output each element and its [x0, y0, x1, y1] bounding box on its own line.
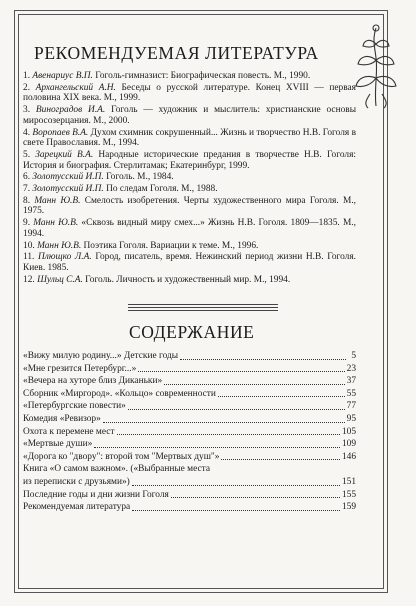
toc-leader-dots — [218, 395, 345, 397]
literature-item — [23, 184, 356, 195]
literature-item-author: Плющко Л.А. — [38, 252, 92, 263]
literature-item-text: Гоголь. Личность и художественный мир. М., 1994. — [85, 274, 291, 285]
literature-item — [23, 83, 356, 104]
toc-entry-page: 23 — [346, 363, 356, 374]
literature-item-author: Манн Ю.В. — [34, 195, 81, 206]
toc-entry-page: 55 — [346, 388, 356, 399]
literature-item-text: Гоголь-гимназист: Биографическая повесть. М., 1990. — [95, 71, 311, 81]
toc-entry[interactable] — [23, 451, 356, 464]
toc-entry[interactable] — [23, 476, 356, 489]
toc-entry-title: «Мне грезится Петербург...» — [23, 363, 137, 374]
section-divider — [128, 304, 278, 311]
toc-entry-title: из переписки с друзьями») — [23, 476, 130, 487]
toc-entry-title: Охота к перемене мест — [23, 426, 115, 437]
literature-item-number: 8. — [23, 195, 31, 206]
literature-item-author: Золотусский И.П. — [32, 184, 104, 195]
literature-item-number: 2. — [23, 82, 31, 93]
toc-entry-page: 77 — [346, 401, 356, 412]
toc-entry[interactable] — [23, 426, 356, 439]
literature-item-number: 12. — [23, 274, 35, 285]
literature-item-author: Манн Ю.В. — [37, 240, 82, 251]
literature-item-author: Манн Ю.В. — [33, 218, 79, 229]
literature-item-number: 6. — [23, 172, 31, 183]
literature-item — [23, 241, 356, 252]
literature-item — [23, 172, 356, 183]
literature-item-text: По следам Гоголя. М., 1988. — [106, 184, 218, 195]
toc-entry-title: Книга «О самом важном». («Выбранные места — [23, 464, 211, 475]
literature-item-number: 1. — [23, 71, 31, 81]
literature-item — [23, 105, 356, 126]
literature-item — [23, 150, 356, 171]
literature-item-text: Гоголь. М., 1984. — [106, 172, 174, 183]
toc-entry[interactable] — [23, 400, 356, 413]
literature-item — [23, 196, 356, 217]
literature-item-number: 5. — [23, 149, 31, 160]
toc-leader-dots — [138, 370, 344, 372]
literature-item-text: Гоголь — художник и мыслитель: христианские основы миросозерцания. М., 2000. — [23, 105, 356, 126]
toc-entry[interactable] — [23, 438, 356, 451]
literature-item-text: Народные исторические предания в творчестве Н.В. Гоголя: История и биография. Стерлитамак; Екатеринбург, 1999. — [23, 149, 356, 171]
literature-list — [23, 71, 356, 286]
toc-entry-title: «Дорога ко "двору": второй том "Мертвых душ"» — [23, 451, 220, 462]
toc-entry-page: 146 — [341, 451, 356, 462]
toc-entry-title: «Вечера на хуторе близ Диканьки» — [23, 376, 163, 387]
toc-entry[interactable] — [23, 350, 356, 363]
literature-item-text: Духом схимник сокрушенный... Жизнь и творчество Н.В. Гоголя в свете Православия. М., 1994. — [23, 127, 357, 149]
literature-item — [23, 71, 356, 82]
toc-entry-title: Сборник «Миргород». «Кольцо» современности — [23, 388, 216, 399]
toc-leader-dots — [94, 446, 340, 448]
toc-entry-page: 105 — [341, 426, 356, 437]
literature-item — [23, 128, 356, 149]
toc-entry[interactable] — [23, 463, 356, 476]
literature-item-text: Город, писатель, время. Нежинский период жизни Н.В. Гоголя. Киев. 1985. — [23, 252, 357, 273]
literature-item-text: «Сквозь видный миру смех...» Жизнь Н.В. Гоголя. 1809—1835. М., 1994. — [23, 218, 356, 239]
toc-entry[interactable] — [23, 413, 356, 426]
literature-item-text: Беседы о русской литературе. Конец XVIII — первая половина XIX века. М., 1999. — [23, 82, 356, 104]
contents-heading: СОДЕРЖАНИЕ — [129, 322, 255, 342]
toc-leader-dots — [180, 358, 346, 360]
toc-entry-title: «Мертвые души» — [23, 439, 93, 450]
toc-entry-page: 159 — [341, 502, 356, 513]
literature-item-author: Архангельский А.Н. — [35, 82, 116, 93]
toc-entry-page: 155 — [341, 489, 356, 500]
literature-item-text: Поэтика Гоголя. Вариации к теме. М., 1996. — [83, 240, 259, 251]
toc-leader-dots — [132, 484, 340, 486]
toc-leader-dots — [164, 383, 344, 385]
literature-item — [23, 275, 356, 286]
literature-item-author: Шульц С.А. — [37, 274, 83, 285]
literature-item-author: Воропаев В.А. — [32, 127, 89, 138]
literature-item-number: 11. — [23, 252, 35, 263]
toc-entry[interactable] — [23, 375, 356, 388]
toc-entry-page: 5 — [351, 351, 356, 361]
literature-item-number: 10. — [23, 240, 35, 251]
literature-item-number: 9. — [23, 218, 31, 229]
literature-item-author: Авенариус В.П. — [32, 71, 93, 81]
floral-ornament-icon — [348, 18, 404, 110]
literature-item-author: Виноградов И.А. — [35, 105, 106, 116]
literature-item-author: Золотусский И.П. — [32, 172, 104, 183]
toc-entry[interactable] — [23, 388, 356, 401]
toc-entry-title: Комедия «Ревизор» — [23, 413, 101, 424]
toc-entry-page: 95 — [346, 413, 356, 424]
literature-heading: РЕКОМЕНДУЕМАЯ ЛИТЕРАТУРА — [34, 43, 319, 63]
literature-item-text: Смелость изобретения. Черты художественного мира Гоголя. М., 1975. — [23, 195, 357, 217]
toc-entry[interactable] — [23, 363, 356, 376]
toc-entry-page: 109 — [341, 439, 356, 450]
literature-item-number: 7. — [23, 184, 31, 195]
literature-item-author: Зарецкий В.А. — [35, 149, 94, 160]
toc-entry-title: «Петербургские повести» — [23, 401, 126, 412]
toc-leader-dots — [132, 509, 340, 511]
contents-list — [23, 350, 356, 514]
toc-entry-title: Рекомендуемая литература — [23, 502, 131, 513]
toc-leader-dots — [103, 421, 345, 423]
toc-leader-dots — [221, 458, 340, 460]
toc-leader-dots — [117, 433, 340, 435]
toc-leader-dots — [128, 408, 345, 410]
toc-entry[interactable] — [23, 489, 356, 502]
literature-item — [23, 218, 356, 239]
toc-entry-page: 37 — [346, 376, 356, 387]
toc-entry-page: 151 — [341, 476, 356, 487]
literature-item-number: 3. — [23, 105, 31, 116]
toc-entry-title: «Вижу милую родину...» Детские годы — [23, 351, 179, 361]
toc-leader-dots — [171, 496, 340, 498]
literature-item-number: 4. — [23, 127, 31, 138]
literature-item — [23, 252, 356, 273]
toc-entry[interactable] — [23, 501, 356, 514]
toc-entry-title: Последние годы и дни жизни Гоголя — [23, 489, 169, 500]
